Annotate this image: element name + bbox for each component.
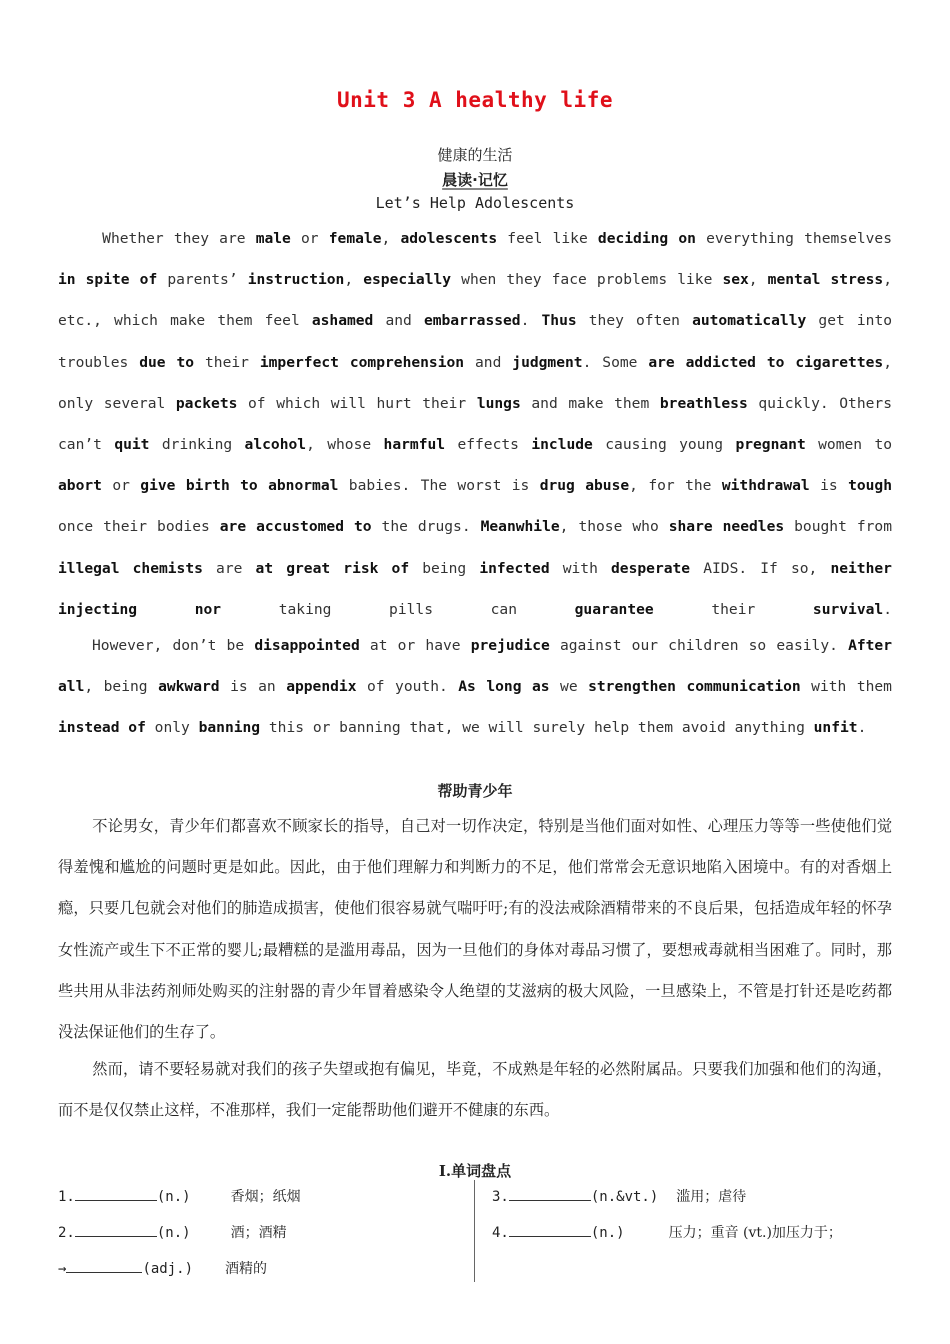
subtitle-chinese: 健康的生活 xyxy=(437,146,513,164)
passage-text: women to xyxy=(805,436,893,454)
key-phrase: disappointed xyxy=(254,637,360,655)
passage-text: quickly. Others can’t xyxy=(58,394,892,454)
chinese-paragraph xyxy=(58,1049,892,1131)
passage-text: drinking xyxy=(149,436,245,454)
unit-title: Unit 3 A healthy life xyxy=(336,88,613,112)
section-morning-reading xyxy=(0,169,950,190)
passage-text: everything themselves xyxy=(695,230,892,247)
passage-text: are xyxy=(202,559,256,577)
chinese-passage xyxy=(58,806,892,1132)
passage-text: at or have xyxy=(359,637,471,655)
passage-text: and xyxy=(373,312,424,330)
chinese-heading: 帮助青少年 xyxy=(437,782,513,800)
answer-blank[interactable] xyxy=(509,1222,591,1237)
passage-text: . xyxy=(883,600,892,618)
key-phrase: lungs xyxy=(476,394,521,412)
passage-text: the drugs. xyxy=(371,518,481,536)
passage-text: of which will hurt their xyxy=(237,394,477,412)
passage-title: Let’s Help Adolescents xyxy=(375,194,575,212)
passage-text: feel like xyxy=(497,230,598,247)
vocab-meaning: 压力；重音 (vt.)加压力于； xyxy=(668,1225,842,1241)
passage-text: their xyxy=(194,353,260,371)
passage-text: and xyxy=(464,353,513,371)
key-phrase: awkward xyxy=(158,678,220,696)
key-phrase: at great risk of xyxy=(255,559,410,577)
answer-blank[interactable] xyxy=(75,1186,157,1201)
key-phrase: mental stress xyxy=(767,271,884,289)
vocab-item xyxy=(58,1258,267,1278)
passage-text: their xyxy=(653,600,813,618)
key-phrase: deciding on xyxy=(597,230,696,247)
english-paragraph xyxy=(58,625,892,749)
passage-text: . xyxy=(520,312,542,330)
passage-text: is an xyxy=(219,678,287,696)
passage-text: of youth. xyxy=(356,678,459,696)
passage-text: parents’ xyxy=(157,271,248,289)
vocab-meaning: 香烟；纸烟 xyxy=(230,1189,301,1205)
passage-text: with them xyxy=(800,678,892,696)
passage-text: , those who xyxy=(559,518,669,536)
passage-text: , xyxy=(381,230,401,247)
passage-text: or xyxy=(290,230,329,247)
vocab-pos: (n.) xyxy=(590,1225,625,1241)
passage-text: is xyxy=(809,477,849,495)
key-phrase: neither injecting nor xyxy=(58,559,892,618)
key-phrase: give birth to abnormal xyxy=(140,477,339,495)
passage-text: get into troubles xyxy=(58,312,893,371)
arrow-icon: → xyxy=(58,1261,67,1277)
vocab-heading: Ⅰ.单词盘点 xyxy=(438,1162,512,1180)
chinese-paragraph xyxy=(58,806,892,1053)
passage-text: However, don’t be xyxy=(92,637,255,655)
key-phrase: survival xyxy=(812,600,884,618)
chinese-paragraph-text: 不论男女，青少年们都喜欢不顾家长的指导，自己对一切作决定，特别是当他们面对如性、心理压力等等一些使他们觉得羞愧和尴尬的问题时更是如此。因此，由于他们理解力和判断力的不足，他们常常会无意识地陷入困境中。有的对香烟上瘾，只要几包就会对他们的肺造成损害，使他们很容易就气喘吁吁;有的没法戒除酒精带来的不良后果，包括造成年轻的怀孕女性流产或生下不正常的婴儿;最糟糕的是滥用毒品，因为一旦他们的身体对毒品习惯了，要想戒毒就相当困难了。同时，那些共用从非法药剂师处购买的注射器的青少年冒着感染令人绝望的艾滋病的极大风险，一旦感染上，不管是打针还是吃药都没法保证他们的生存了。 xyxy=(58,817,892,1042)
vocab-meaning: 酒；酒精 xyxy=(230,1225,287,1241)
vocab-meaning: 酒精的 xyxy=(225,1261,268,1277)
key-phrase: appendix xyxy=(286,678,357,696)
key-phrase: female xyxy=(328,230,382,247)
key-phrase: Meanwhile xyxy=(480,518,560,536)
key-phrase: male xyxy=(255,230,291,247)
key-phrase: strengthen communication xyxy=(588,678,801,696)
key-phrase: Thus xyxy=(541,312,577,330)
answer-blank[interactable] xyxy=(75,1222,157,1237)
passage-text: being xyxy=(409,559,480,577)
key-phrase: judgment xyxy=(512,353,583,371)
key-phrase: breathless xyxy=(659,394,748,412)
key-phrase: adolescents xyxy=(400,230,498,247)
section-morning-label: 晨读·记忆 xyxy=(442,171,508,189)
key-phrase: guarantee xyxy=(574,600,654,618)
vocab-item xyxy=(58,1186,301,1206)
vocab-number: 2. xyxy=(58,1225,75,1241)
key-phrase: instead of xyxy=(58,719,146,737)
key-phrase: are accustomed to xyxy=(219,518,372,536)
passage-text: we xyxy=(549,678,589,696)
answer-blank[interactable] xyxy=(509,1186,591,1201)
passage-text: effects xyxy=(445,436,532,454)
key-phrase: unfit xyxy=(813,719,858,737)
key-phrase: quit xyxy=(114,436,150,454)
passage-text: , only several xyxy=(58,353,892,412)
vocab-pos: (n.) xyxy=(156,1225,191,1241)
passage-text: , being xyxy=(84,678,159,696)
vocab-number: 4. xyxy=(492,1225,509,1241)
key-phrase: are addicted to cigarettes xyxy=(648,353,884,371)
key-phrase: embarrassed xyxy=(423,312,521,330)
key-phrase: share needles xyxy=(668,518,785,536)
key-phrase: automatically xyxy=(692,312,807,330)
key-phrase: due to xyxy=(139,353,195,371)
passage-text: Whether they are xyxy=(92,230,256,247)
vocab-pos: (n.) xyxy=(156,1189,191,1205)
passage-text: this or banning that, we will surely help them avoid anything xyxy=(260,719,814,737)
column-divider xyxy=(474,1180,475,1282)
passage-text: once their bodies xyxy=(58,518,220,536)
vocab-meaning: 滥用；虐待 xyxy=(676,1189,747,1205)
key-phrase: infected xyxy=(479,559,550,577)
passage-text: taking pills can xyxy=(221,600,575,618)
passage-text: AIDS. If so, xyxy=(690,559,831,577)
vocab-pos: (n.&vt.) xyxy=(590,1189,659,1205)
key-phrase: instruction xyxy=(247,271,345,289)
english-paragraph xyxy=(58,218,892,630)
passage-text: or xyxy=(101,477,141,495)
key-phrase: After all xyxy=(58,637,893,696)
passage-text: . Some xyxy=(582,353,649,371)
key-phrase: drug abuse xyxy=(539,477,630,495)
passage-text: babies. The worst is xyxy=(338,477,540,495)
passage-text: they often xyxy=(576,312,693,330)
passage-text: when they face problems like xyxy=(451,271,723,289)
key-phrase: prejudice xyxy=(470,637,550,655)
passage-text: only xyxy=(145,719,199,737)
passage-text: , for the xyxy=(629,477,722,495)
key-phrase: pregnant xyxy=(735,436,806,454)
key-phrase: As long as xyxy=(458,678,550,696)
key-phrase: illegal chemists xyxy=(58,559,203,577)
key-phrase: desperate xyxy=(611,559,691,577)
english-passage xyxy=(58,218,892,749)
passage-text: , etc., which make them feel xyxy=(58,271,892,330)
vocab-item xyxy=(58,1222,287,1242)
vocab-number: 3. xyxy=(492,1189,509,1205)
chinese-paragraph-text: 然而，请不要轻易就对我们的孩子失望或抱有偏见，毕竟，不成熟是年轻的必然附属品。只要我们加强和他们的沟通，而不是仅仅禁止这样，不准那样，我们一定能帮助他们避开不健康的东西。 xyxy=(58,1060,892,1120)
key-phrase: banning xyxy=(198,719,261,737)
vocab-item xyxy=(492,1222,842,1242)
vocab-pos: (adj.) xyxy=(142,1261,194,1277)
key-phrase: sex xyxy=(722,271,749,289)
key-phrase: imperfect comprehension xyxy=(259,353,465,371)
passage-text: and make them xyxy=(520,394,660,412)
key-phrase: withdrawal xyxy=(721,477,810,495)
passage-text: bought from xyxy=(784,518,892,536)
key-phrase: include xyxy=(531,436,593,454)
passage-text: , xyxy=(748,271,768,289)
key-phrase: packets xyxy=(175,394,238,412)
key-phrase: in spite of xyxy=(58,271,158,289)
key-phrase: especially xyxy=(363,271,452,289)
vocab-number: 1. xyxy=(58,1189,75,1205)
passage-text: , whose xyxy=(306,436,384,454)
passage-text: against our children so easily. xyxy=(549,637,849,655)
key-phrase: ashamed xyxy=(311,312,374,330)
passage-text: causing young xyxy=(592,436,736,454)
answer-blank[interactable] xyxy=(66,1258,142,1273)
passage-text: . xyxy=(857,719,867,737)
key-phrase: harmful xyxy=(383,436,446,454)
passage-text: with xyxy=(549,559,612,577)
key-phrase: abort xyxy=(58,477,102,495)
key-phrase: tough xyxy=(848,477,893,495)
passage-text: , xyxy=(344,271,364,289)
key-phrase: alcohol xyxy=(244,436,307,454)
vocab-item xyxy=(492,1186,746,1206)
